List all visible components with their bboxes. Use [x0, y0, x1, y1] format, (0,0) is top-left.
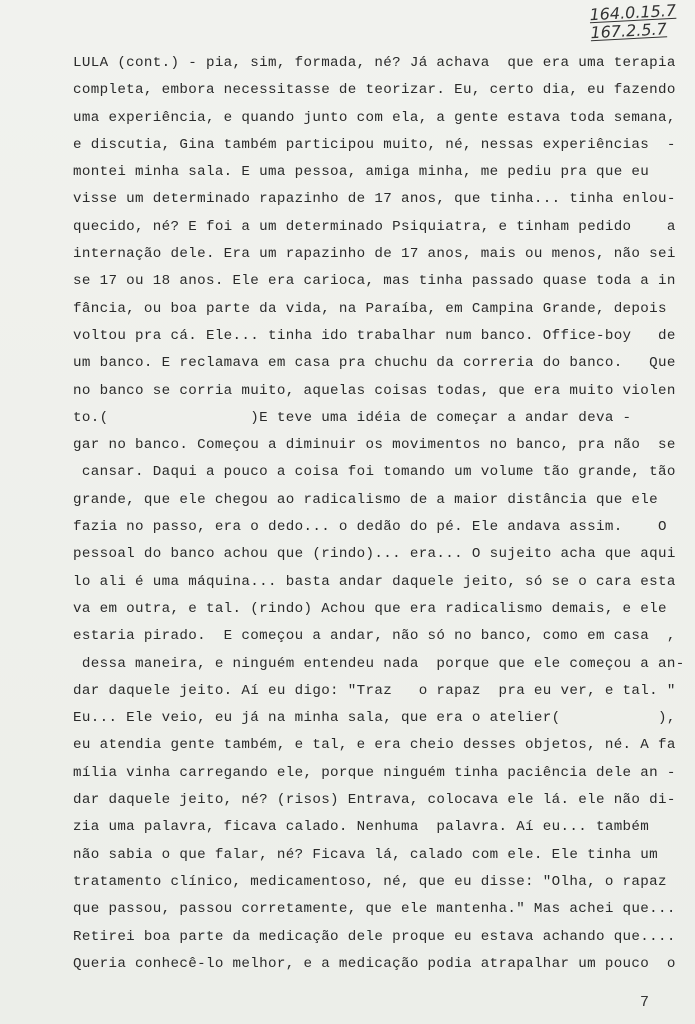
text-line: lo ali é uma máquina... basta andar daquele jeito, só se o cara esta: [73, 573, 676, 590]
reference-line-2: 167.2.5.7: [590, 19, 668, 43]
text-line: LULA (cont.) - pia, sim, formada, né? Já achava que era uma terapia: [73, 55, 676, 71]
text-line: voltou pra cá. Ele... tinha ido trabalhar num banco. Office-boy de: [73, 327, 676, 344]
archive-reference: [590, 2, 678, 42]
text-line: uma experiência, e quando junto com ela, a gente estava toda semana,: [73, 109, 676, 126]
text-line: não sabia o que falar, né? Ficava lá, calado com ele. Ele tinha um: [73, 846, 659, 863]
text-line: va em outra, e tal. (rindo) Achou que era radicalismo demais, e ele: [73, 600, 667, 617]
reference-line-1: 164.0.15.7: [589, 0, 677, 25]
text-line: no banco se corria muito, aquelas coisas todas, que era muito violen: [73, 382, 676, 399]
text-line: zia uma palavra, ficava calado. Nenhuma palavra. Aí eu... também: [73, 819, 650, 836]
text-line: dar daquele jeito. Aí eu digo: "Traz o rapaz pra eu ver, e tal. ": [73, 682, 676, 699]
text-line: Queria conhecê-lo melhor, e a medicação podia atrapalhar um pouco o: [73, 955, 676, 972]
text-line: pessoal do banco achou que (rindo)... era... O sujeito acha que aqui: [73, 546, 676, 563]
text-line: fância, ou boa parte da vida, na Paraíba, em Campina Grande, depois: [73, 300, 667, 317]
text-line: grande, que ele chegou ao radicalismo de a maior distância que ele: [73, 491, 659, 508]
text-line: cansar. Daqui a pouco a coisa foi tomando um volume tão grande, tão: [73, 464, 676, 481]
text-line: Eu... Ele veio, eu já na minha sala, que era o atelier( ),: [73, 710, 676, 727]
text-line: completa, embora necessitasse de teorizar. Eu, certo dia, eu fazendo: [73, 82, 676, 99]
text-line: mília vinha carregando ele, porque ninguém tinha paciência dele an -: [73, 764, 676, 781]
text-line: se 17 ou 18 anos. Ele era carioca, mas tinha passado quase toda a in: [73, 273, 676, 290]
transcript-text: [73, 50, 685, 978]
text-line: to.( )E teve uma idéia de começar a andar deva -: [73, 409, 632, 426]
text-line: montei minha sala. E uma pessoa, amiga minha, me pediu pra que eu: [73, 164, 650, 181]
text-line: que passou, passou corretamente, que ele mantenha." Mas achei que...: [73, 901, 676, 918]
text-line: dar daquele jeito, né? (risos) Entrava, colocava ele lá. ele não di-: [73, 792, 676, 809]
text-line: visse um determinado rapazinho de 17 anos, que tinha... tinha enlou-: [73, 191, 676, 208]
text-line: estaria pirado. E começou a andar, não só no banco, como em casa ,: [73, 628, 676, 645]
text-line: dessa maneira, e ninguém entendeu nada porque que ele começou a an-: [73, 655, 685, 672]
text-line: e discutia, Gina também participou muito, né, nessas experiências -: [73, 136, 676, 153]
text-line: tratamento clínico, medicamentoso, né, que eu disse: "Olha, o rapaz: [73, 873, 667, 890]
page-number: 7: [639, 994, 649, 1011]
text-line: fazia no passo, era o dedo... o dedão do pé. Ele andava assim. O: [73, 519, 667, 536]
text-line: um banco. E reclamava em casa pra chuchu da correria do banco. Que: [73, 355, 676, 372]
text-line: eu atendia gente também, e tal, e era cheio desses objetos, né. A fa: [73, 737, 676, 754]
text-line: quecido, né? E foi a um determinado Psiquiatra, e tinham pedido a: [73, 218, 676, 235]
text-line: gar no banco. Começou a diminuir os movimentos no banco, pra não se: [73, 437, 676, 454]
text-line: Retirei boa parte da medicação dele proque eu estava achando que....: [73, 928, 676, 945]
text-line: internação dele. Era um rapazinho de 17 anos, mais ou menos, não sei: [73, 246, 676, 263]
